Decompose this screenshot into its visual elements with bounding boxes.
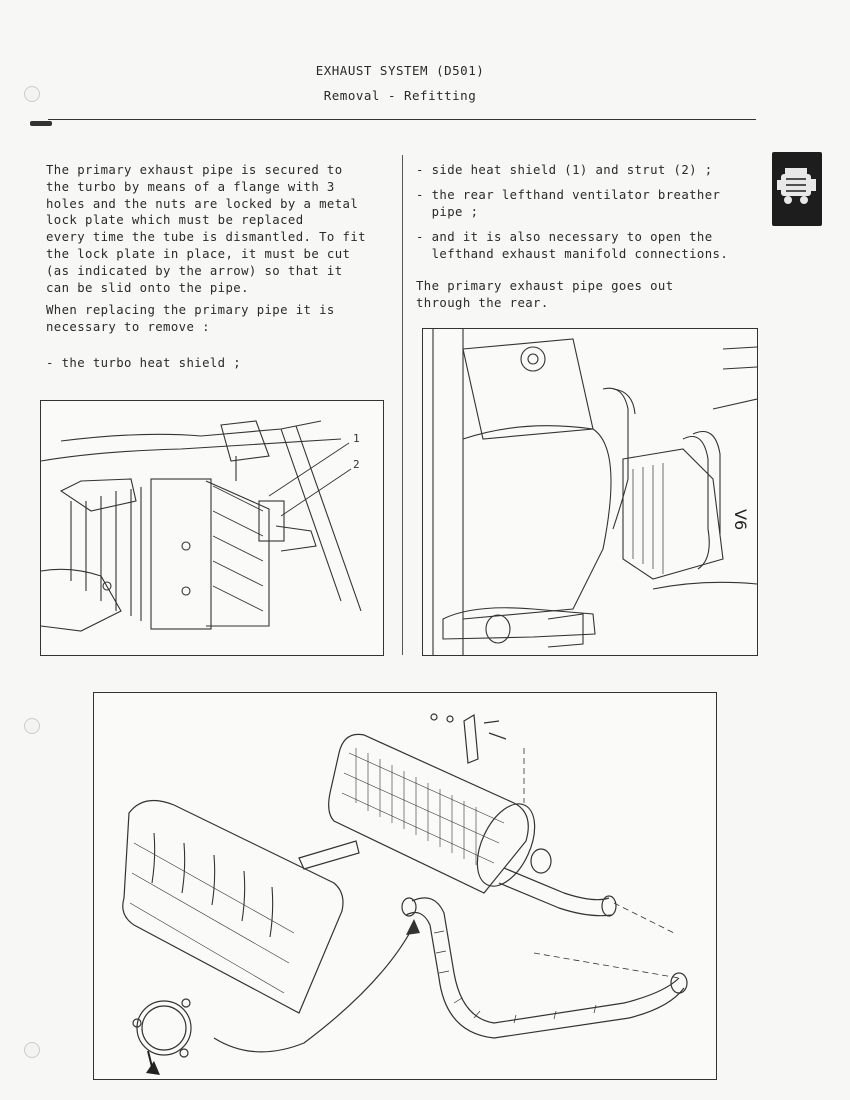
list-item-ventilator-breather: - the rear lefthand ventilator breather pipe ; — [416, 188, 721, 219]
list-item-turbo-heat-shield: - the turbo heat shield ; — [46, 356, 242, 370]
column-divider — [402, 155, 403, 655]
figure-engine-bay — [422, 328, 758, 656]
callout-2: 2 — [353, 458, 360, 471]
engine-marking-v6: V6 — [731, 509, 750, 531]
paragraph-removal-intro: When replacing the primary pipe it is necessary to remove : — [46, 303, 335, 334]
page-subtitle: Removal - Refitting — [323, 88, 477, 103]
list-item-manifold-connections: - and it is also necessary to open the lefthand exhaust manifold connections. — [416, 230, 729, 261]
margin-mark — [30, 121, 52, 126]
paragraph-exit-rear: The primary exhaust pipe goes out through the rear. — [416, 279, 674, 310]
heat-shield-illustration — [41, 401, 383, 655]
figure-heat-shield-strut — [40, 400, 384, 656]
exhaust-assembly-illustration — [94, 693, 716, 1079]
callout-1: 1 — [353, 432, 360, 445]
figure-exhaust-exploded-view — [93, 692, 717, 1080]
punch-hole-mid — [24, 718, 40, 734]
section-tab — [772, 152, 822, 226]
paragraph-flange-description: The primary exhaust pipe is secured to the turbo by means of a flange with 3 holes and the nuts are locked by a metal lock plate which must be replaced every time the tube is dismantled. To fit the lock plate in place, it must be cut (as indicated by the arrow) so that it can be slid onto the pipe. — [46, 163, 366, 295]
engine-bay-illustration — [423, 329, 757, 655]
header-rule — [48, 119, 756, 120]
page-title: EXHAUST SYSTEM (D501) — [315, 63, 485, 78]
punch-hole-bottom — [24, 1042, 40, 1058]
list-item-side-heat-shield: - side heat shield (1) and strut (2) ; — [416, 163, 713, 177]
engine-icon — [772, 152, 822, 226]
